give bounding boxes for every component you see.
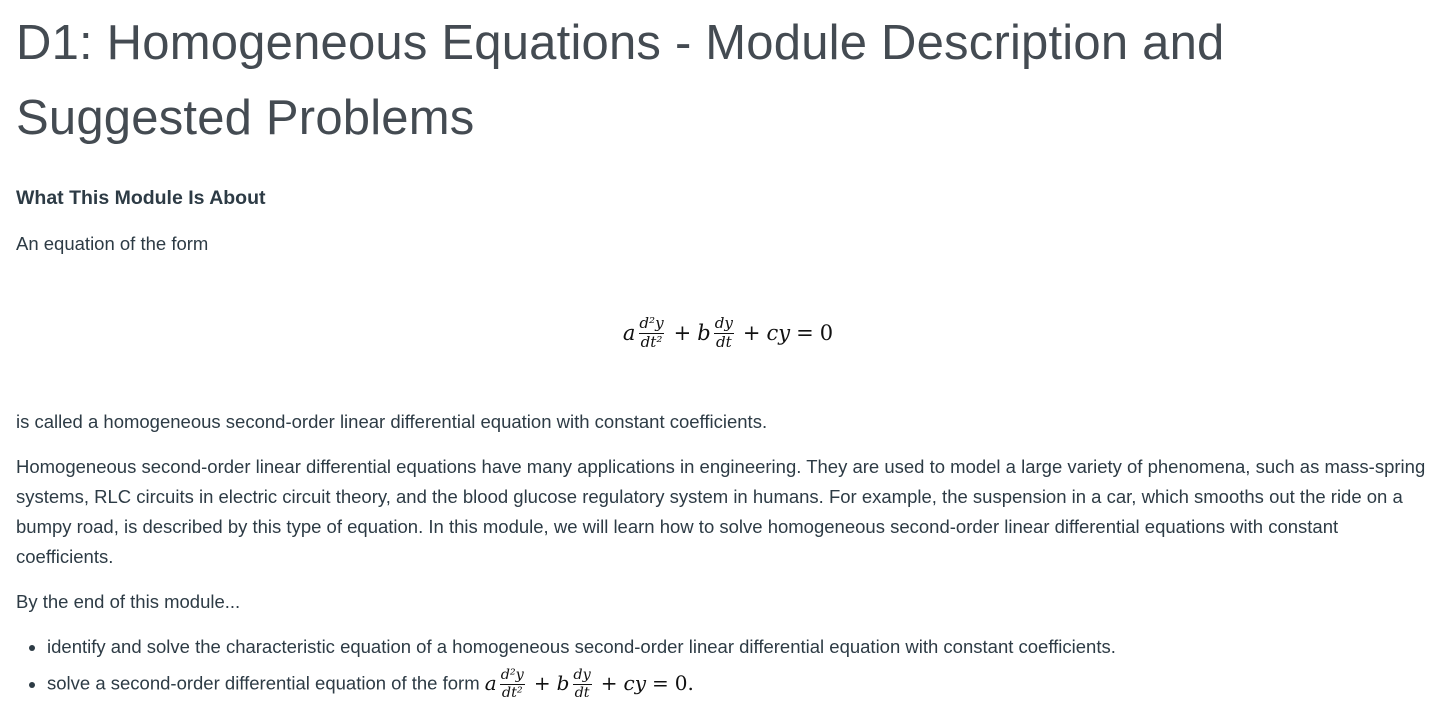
eq-d2y: d²y (500, 667, 524, 683)
eq-first-derivative (713, 315, 735, 351)
eq-coef-b: b (556, 670, 570, 695)
eq-plus-1: + (673, 321, 692, 345)
eq-dt2: dt² (501, 684, 523, 701)
eq-d2y: d²y (639, 314, 664, 333)
eq-zero: 0 (819, 321, 834, 345)
eq-plus-2: + (742, 321, 761, 345)
eq-second-derivative (499, 667, 526, 701)
eq-dt: dt (715, 332, 732, 351)
objectives-list (16, 632, 1440, 701)
eq-cy: cy (766, 321, 791, 345)
called-text: is called a homogeneous second-order linear differential equation with constant coefficients. (16, 411, 768, 432)
eq-equals: = (652, 670, 669, 695)
intro-text: An equation of the form (16, 233, 209, 254)
eq-second-derivative (637, 315, 665, 351)
eq-zero: 0 (674, 670, 688, 695)
display-equation (16, 259, 1440, 407)
eq-cy: cy (623, 670, 646, 695)
end-intro-text: By the end of this module... (16, 591, 241, 612)
eq-dt2: dt² (640, 332, 663, 351)
objective-text-1: identify and solve the characteristic equation of a homogeneous second-order linear differential equation with constant coefficients. (47, 636, 1116, 657)
eq-plus-1: + (533, 670, 551, 695)
eq-dt: dt (574, 684, 590, 701)
eq-period: . (687, 670, 694, 695)
list-item (47, 667, 1440, 701)
list-item (47, 632, 1440, 662)
eq-first-derivative (571, 667, 592, 701)
page-title: D1: Homogeneous Equations - Module Description and Suggested Problems (16, 16, 1225, 145)
eq-coef-b: b (697, 321, 711, 345)
inline-equation (484, 667, 694, 701)
eq-coef-a: a (484, 670, 497, 695)
eq-equals: = (796, 321, 814, 345)
body-text: Homogeneous second-order linear differential equations have many applications in engineering. They are used to model a large variety of phenomena, such as mass-spring systems, RLC circuits in electric circuit theory, and the blood glucose regulatory system in humans. For example, the suspension in a car, which smooths out the ride on a bumpy road, is described by this type of equation. In this module, we will learn how to solve homogeneous second-order linear differential equations with constant coefficients. (16, 456, 1426, 567)
eq-coef-a: a (622, 321, 636, 345)
eq-plus-2: + (600, 670, 618, 695)
eq-dy: dy (714, 314, 733, 333)
section-heading: What This Module Is About (16, 187, 266, 209)
objective-text-2: solve a second-order differential equation of the form (47, 672, 480, 694)
eq-dy: dy (573, 667, 591, 683)
